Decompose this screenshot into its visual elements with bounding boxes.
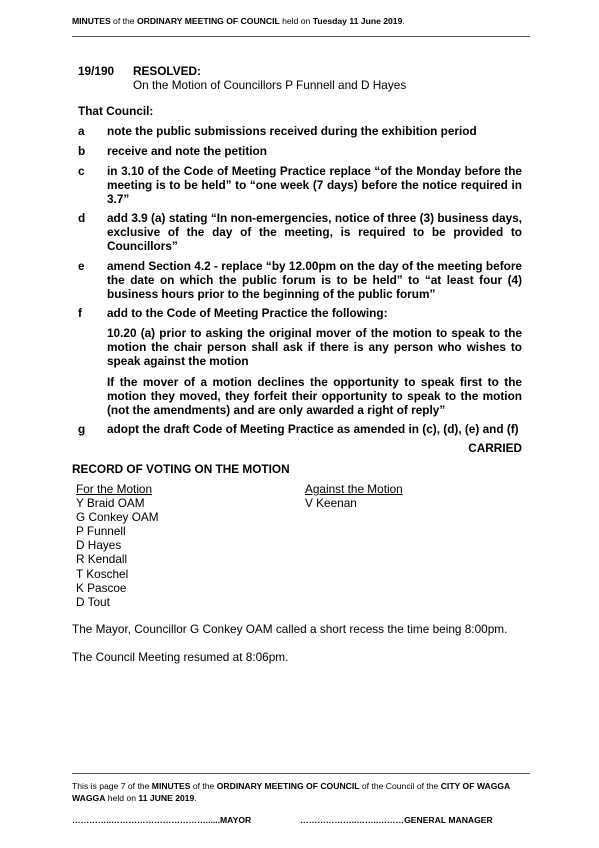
footer-date: 11 JUNE 2019: [138, 793, 195, 803]
code-clause-text: 10.20 (a) prior to asking the original mover of the motion to speak to the motion the chair person shall ask if there is any person who wishes to speak against the motion: [107, 326, 522, 368]
councillor-name: G Conkey OAM: [76, 510, 159, 525]
item-letter: a: [78, 124, 85, 138]
councillor-name: D Tout: [76, 594, 110, 609]
item-letter: e: [78, 259, 85, 273]
page-footer: [72, 780, 530, 804]
voting-record-title: RECORD OF VOTING ON THE MOTION: [72, 462, 290, 476]
item-letter: d: [78, 211, 86, 225]
footer-minutes: MINUTES: [151, 781, 191, 791]
item-text: add 3.9 (a) stating “In non-emergencies, notice of three (3) business days, exclusive of the day of the meeting, is required to be provided to Councillors”: [107, 211, 522, 253]
footer-text: held on: [105, 793, 139, 803]
item-text: in 3.10 of the Code of Meeting Practice replace “of the Monday before the meeting is to be held” to “one week (7 days) before the notice required in 3.7”: [107, 164, 522, 206]
footer-text: This is page 7 of the: [72, 781, 152, 791]
header-date: Tuesday 11 June 2019: [312, 16, 403, 26]
councillor-name: D Hayes: [76, 538, 122, 553]
code-clause-text: If the mover of a motion declines the opportunity to speak first to the motion they moved, they forfeit their opportunity to speak to the motion (not the amendments) and are only awarded a right of reply”: [107, 375, 522, 417]
that-council-heading: That Council:: [78, 104, 154, 118]
resolution-mover: On the Motion of Councillors P Funnell and D Hayes: [133, 78, 407, 92]
page-header: [72, 16, 530, 26]
footer-meeting-name: ORDINARY MEETING OF COUNCIL: [216, 781, 360, 791]
councillor-name: Y Braid OAM: [76, 496, 145, 511]
footer-text: of the: [190, 781, 217, 791]
resolution-number: 19/190: [78, 64, 115, 78]
recess-paragraph: The Mayor, Councillor G Conkey OAM called a short recess the time being 8:00pm.: [72, 622, 508, 636]
header-divider: [72, 36, 530, 37]
item-text: adopt the draft Code of Meeting Practice as amended in (c), (d), (e) and (f): [107, 422, 519, 436]
item-text: amend Section 4.2 - replace “by 12.00pm on the day of the meeting before the date on which the public forum is to be held” to “at least four (4) business hours prior to the beginning of the public forum”: [107, 259, 522, 301]
item-letter: g: [78, 422, 86, 436]
footer-text: .: [194, 793, 197, 803]
resumed-paragraph: The Council Meeting resumed at 8:06pm.: [72, 650, 289, 664]
item-letter: c: [78, 164, 85, 178]
item-text: note the public submissions received during the exhibition period: [107, 124, 477, 138]
resolved-label: RESOLVED:: [133, 64, 201, 78]
councillor-name: R Kendall: [76, 552, 128, 567]
item-text: receive and note the petition: [107, 144, 267, 158]
header-meeting-name: ORDINARY MEETING OF COUNCIL: [136, 16, 280, 26]
header-text: .: [402, 16, 405, 26]
item-text: add to the Code of Meeting Practice the following:: [107, 306, 388, 320]
footer-text: of the Council of the: [359, 781, 441, 791]
footer-council-name: CITY OF WAGGA WAGGA: [72, 781, 510, 803]
item-letter: f: [78, 306, 82, 320]
councillor-name: K Pascoe: [76, 580, 127, 595]
councillor-name: P Funnell: [76, 524, 126, 539]
header-minutes: MINUTES: [72, 16, 111, 26]
footer-divider: [72, 773, 530, 774]
header-text: held on: [279, 16, 313, 26]
councillor-name: T Koschel: [76, 566, 129, 581]
general-manager-signature-line: ………………..……..………GENERAL MANAGER: [300, 815, 493, 825]
for-motion-heading: For the Motion: [76, 482, 153, 496]
item-letter: b: [78, 144, 86, 158]
carried-label: CARRIED: [468, 441, 522, 455]
header-text: of the: [110, 16, 137, 26]
against-motion-list: [305, 482, 403, 510]
mayor-signature-line: …………..……………………………......MAYOR: [72, 815, 252, 825]
councillor-name: V Keenan: [305, 496, 357, 511]
against-motion-heading: Against the Motion: [305, 482, 403, 496]
for-motion-list: [76, 482, 159, 609]
